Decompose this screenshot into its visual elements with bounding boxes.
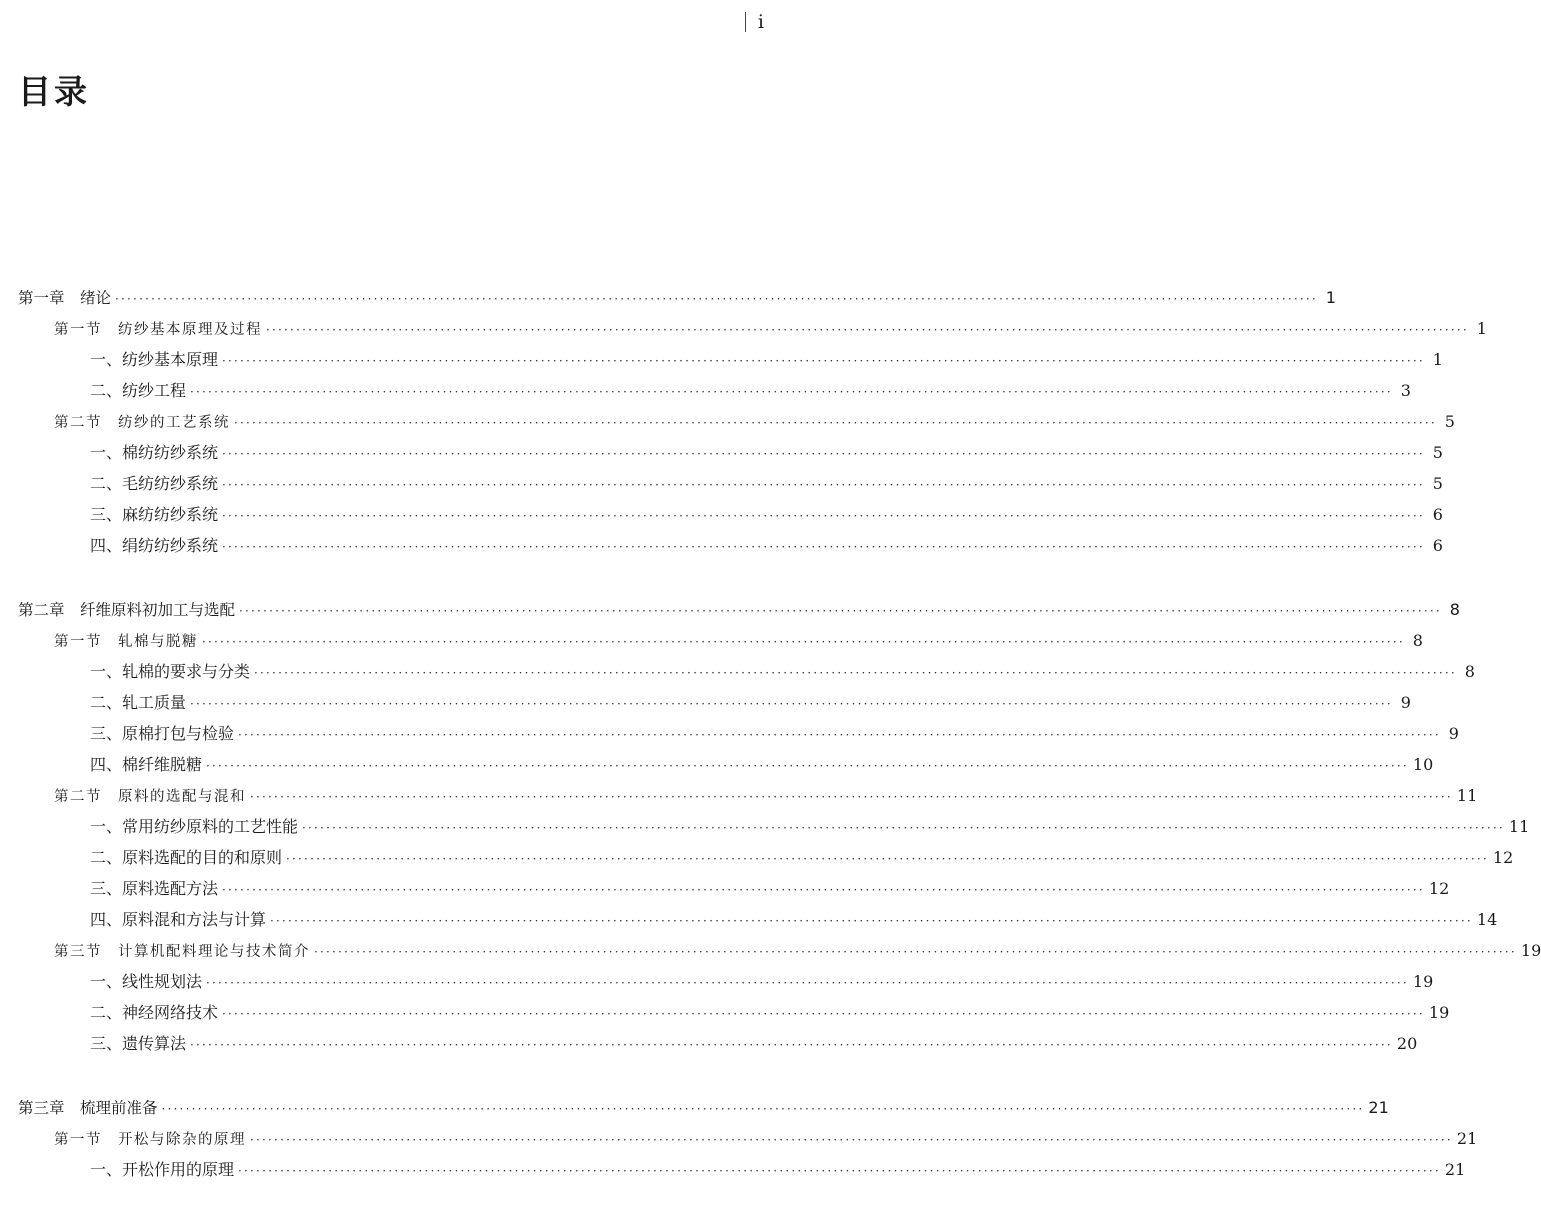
toc-item[interactable] [0, 1028, 1418, 1059]
dot-leader: ········································································································································································································ [222, 509, 1425, 523]
toc-item-title: 一、常用纺纱原料的工艺性能 [90, 817, 299, 836]
toc-item-title: 一、线性规划法 [90, 972, 203, 991]
toc-chapter[interactable] [0, 1092, 1389, 1123]
toc-item-page-number: 5 [1432, 443, 1443, 462]
toc-item[interactable] [0, 530, 1443, 561]
toc-section-title: 第三节 计算机配料理论与技术简介 [54, 944, 310, 960]
toc-item-page-number: 9 [1448, 724, 1459, 743]
toc-chapter[interactable] [0, 282, 1336, 313]
toc-chapter-page-number: 8 [1449, 600, 1460, 619]
dot-leader: ········································································································································································································ [286, 852, 1489, 866]
dot-leader: ········································································································································································································ [206, 976, 1409, 990]
dot-leader: ········································································································································································································ [239, 604, 1442, 618]
toc-item-title: 四、棉纤维脱糖 [90, 755, 203, 774]
toc-item[interactable] [0, 997, 1450, 1028]
dot-leader: ········································································································································································································ [234, 416, 1437, 430]
toc-section-page-number: 5 [1444, 412, 1455, 431]
toc-item-page-number: 8 [1464, 662, 1475, 681]
toc-section-title: 第一节 纺纱基本原理及过程 [54, 322, 262, 338]
dot-leader: ········································································································································································································ [222, 883, 1425, 897]
dot-leader: ········································································································································································································ [222, 354, 1425, 368]
toc-item-title: 四、原料混和方法与计算 [90, 910, 267, 929]
chapter-block [0, 1092, 1478, 1185]
toc-chapter-title: 第二章 纤维原料初加工与选配 [18, 601, 236, 619]
dot-leader: ········································································································································································································ [266, 323, 1469, 337]
folio-divider [745, 12, 746, 32]
dot-leader: ········································································································································································································ [206, 759, 1409, 773]
toc-section[interactable] [0, 935, 1541, 966]
page-title: 目录 [18, 72, 90, 111]
dot-leader: ········································································································································································································ [238, 1164, 1441, 1178]
toc-item-page-number: 12 [1492, 848, 1514, 867]
toc-item-page-number: 10 [1412, 755, 1434, 774]
toc-item[interactable] [0, 437, 1443, 468]
chapter-block [0, 594, 1541, 1059]
toc-item[interactable] [0, 718, 1459, 749]
dot-leader: ········································································································································································································ [222, 447, 1425, 461]
dot-leader: ········································································································································································································ [190, 697, 1393, 711]
chapter-block [0, 282, 1487, 561]
toc-item-title: 三、遗传算法 [90, 1034, 187, 1053]
toc-section-title: 第二节 纺纱的工艺系统 [54, 415, 230, 431]
toc-item[interactable] [0, 1154, 1466, 1185]
toc-item-page-number: 20 [1396, 1034, 1418, 1053]
toc-item-title: 三、原棉打包与检验 [90, 724, 235, 743]
toc-item-page-number: 21 [1444, 1160, 1466, 1179]
dot-leader: ········································································································································································································ [222, 478, 1425, 492]
toc-item-page-number: 9 [1400, 693, 1411, 712]
toc-item-title: 一、开松作用的原理 [90, 1160, 235, 1179]
dot-leader: ········································································································································································································ [254, 666, 1457, 680]
toc-item-page-number: 19 [1428, 1003, 1450, 1022]
toc-item-title: 二、神经网络技术 [90, 1003, 219, 1022]
toc-item-title: 二、原料选配的目的和原则 [90, 848, 283, 867]
toc-section-page-number: 21 [1456, 1129, 1478, 1148]
table-of-contents [0, 282, 1541, 1218]
dot-leader: ········································································································································································································ [250, 1133, 1453, 1147]
toc-chapter-title: 第一章 绪论 [18, 289, 112, 307]
dot-leader: ········································································································································································································ [302, 821, 1505, 835]
toc-item-title: 三、原料选配方法 [90, 879, 219, 898]
toc-chapter[interactable] [0, 594, 1460, 625]
toc-item-page-number: 14 [1476, 910, 1498, 929]
toc-item[interactable] [0, 344, 1443, 375]
dot-leader: ········································································································································································································ [222, 1007, 1425, 1021]
folio-number: i [757, 11, 764, 33]
toc-section[interactable] [0, 780, 1478, 811]
toc-item[interactable] [0, 687, 1411, 718]
toc-section[interactable] [0, 625, 1423, 656]
toc-item-title: 一、轧棉的要求与分类 [90, 662, 251, 681]
toc-item-title: 一、棉纺纺纱系统 [90, 443, 219, 462]
toc-section-page-number: 8 [1412, 631, 1423, 650]
toc-item[interactable] [0, 499, 1443, 530]
toc-item-title: 一、纺纱基本原理 [90, 350, 219, 369]
toc-item[interactable] [0, 842, 1514, 873]
toc-item[interactable] [0, 656, 1475, 687]
toc-item-title: 二、毛纺纺纱系统 [90, 474, 219, 493]
dot-leader: ········································································································································································································ [314, 945, 1517, 959]
toc-chapter-page-number: 21 [1368, 1098, 1389, 1117]
toc-section-title: 第二节 原料的选配与混和 [54, 789, 246, 805]
toc-section-page-number: 19 [1520, 941, 1541, 960]
toc-item[interactable] [0, 468, 1443, 499]
toc-item-page-number: 12 [1428, 879, 1450, 898]
page-folio [745, 8, 764, 36]
toc-item-title: 二、纺纱工程 [90, 381, 187, 400]
toc-item-title: 三、麻纺纺纱系统 [90, 505, 219, 524]
toc-item[interactable] [0, 904, 1498, 935]
toc-section[interactable] [0, 406, 1455, 437]
toc-section-title: 第一节 轧棉与脱糖 [54, 634, 198, 650]
toc-section-title: 第一节 开松与除杂的原理 [54, 1132, 246, 1148]
toc-chapter-title: 第三章 梳理前准备 [18, 1099, 158, 1117]
toc-item-page-number: 11 [1508, 817, 1530, 836]
toc-item-title: 二、轧工质量 [90, 693, 187, 712]
toc-item[interactable] [0, 375, 1411, 406]
toc-item-title: 四、绢纺纺纱系统 [90, 536, 219, 555]
toc-item[interactable] [0, 966, 1434, 997]
dot-leader: ········································································································································································································ [238, 728, 1441, 742]
toc-item-page-number: 6 [1432, 505, 1443, 524]
dot-leader: ········································································································································································································ [250, 790, 1453, 804]
toc-section-page-number: 11 [1456, 786, 1478, 805]
toc-item[interactable] [0, 749, 1434, 780]
toc-item-page-number: 3 [1400, 381, 1411, 400]
dot-leader: ········································································································································································································ [190, 385, 1393, 399]
toc-item-page-number: 19 [1412, 972, 1434, 991]
toc-item[interactable] [0, 873, 1450, 904]
toc-item-page-number: 1 [1432, 350, 1443, 369]
toc-section[interactable] [0, 1123, 1478, 1154]
dot-leader: ········································································································································································································ [270, 914, 1473, 928]
toc-item[interactable] [0, 811, 1530, 842]
dot-leader: ········································································································································································································ [202, 635, 1405, 649]
dot-leader: ········································································································································································································ [222, 540, 1425, 554]
dot-leader: ········································································································································································································ [115, 292, 1318, 306]
dot-leader: ········································································································································································································ [161, 1102, 1365, 1116]
toc-section-page-number: 1 [1476, 319, 1487, 338]
toc-section[interactable] [0, 313, 1487, 344]
dot-leader: ········································································································································································································ [190, 1038, 1393, 1052]
toc-item-page-number: 5 [1432, 474, 1443, 493]
toc-item-page-number: 6 [1432, 536, 1443, 555]
toc-chapter-page-number: 1 [1325, 288, 1336, 307]
